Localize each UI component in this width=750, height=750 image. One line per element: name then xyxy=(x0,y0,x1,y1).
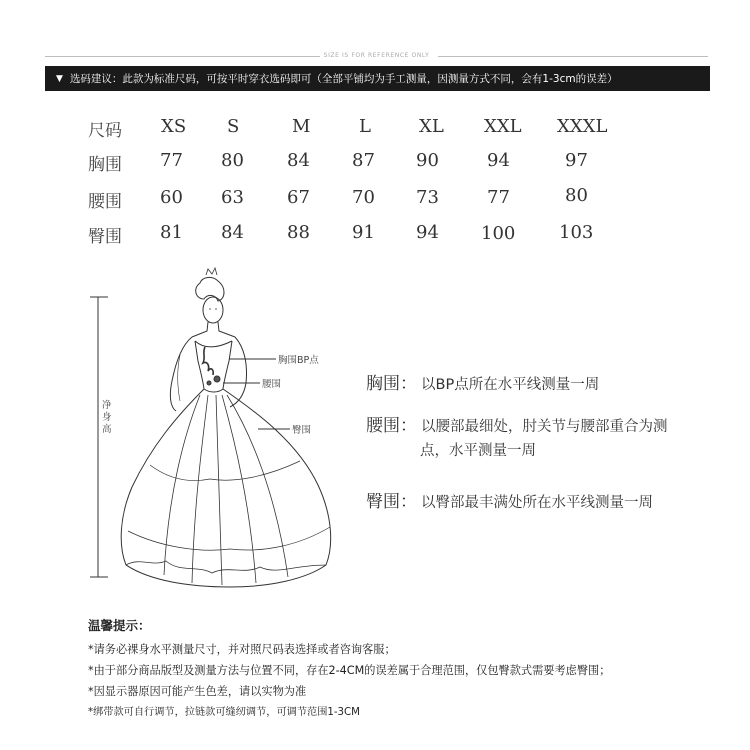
row-label-waist: 腰围 xyxy=(88,192,122,212)
waist-s: 63 xyxy=(221,187,244,208)
tip-item: *绑带款可自行调节，拉链款可缝纫调节，可调节范围1-3CM xyxy=(88,707,360,718)
height-label-char-2: 身 xyxy=(102,412,112,423)
hip-xs: 81 xyxy=(160,222,183,243)
tips-title: 温馨提示： xyxy=(88,618,151,633)
hip-description-text: 以臀部最丰满处所在水平线测量一周 xyxy=(421,495,653,511)
waist-description-label: 腰围： xyxy=(366,416,417,436)
tip-item: *请务必裸身水平测量尺寸，并对照尺码表选择或者咨询客服； xyxy=(88,643,396,656)
bust-m: 84 xyxy=(287,150,310,171)
reference-divider xyxy=(45,52,708,60)
bust-bp-label: 胸围BP点 xyxy=(278,355,319,366)
bust-s: 80 xyxy=(221,150,244,171)
waist-label: 腰围 xyxy=(262,379,282,390)
divider-rule-right xyxy=(438,56,708,57)
size-advice-text: 选码建议：此款为标准尺码，可按平时穿衣选码即可（全部平铺均为手工测量，因测量方式不同，会有1-3cm的误差） xyxy=(69,73,618,85)
hip-description xyxy=(366,490,653,515)
hip-xxl: 100 xyxy=(481,223,516,244)
bust-l: 87 xyxy=(352,150,375,171)
hip-xl: 94 xyxy=(416,222,439,243)
waist-xxxl: 80 xyxy=(565,185,588,206)
size-header-s: S xyxy=(227,116,240,137)
bust-xxl: 94 xyxy=(487,150,510,171)
row-label-hip: 臀围 xyxy=(88,227,122,247)
waist-m: 67 xyxy=(287,187,310,208)
hip-s: 84 xyxy=(221,222,244,243)
reference-note: SIZE IS FOR REFERENCE ONLY xyxy=(323,52,430,59)
size-header-label: 尺码 xyxy=(88,121,122,141)
tips-section xyxy=(88,616,728,723)
waist-xs: 60 xyxy=(160,187,183,208)
size-header-xxl: XXL xyxy=(484,116,522,137)
triangle-down-icon: ▼ xyxy=(56,73,63,84)
waist-description xyxy=(366,414,668,463)
tip-item: *由于部分商品版型及测量方法与位置不同，存在2-4CM的误差属于合理范围，仅包臀款式需要考虑臀围； xyxy=(88,664,611,677)
waist-l: 70 xyxy=(352,187,375,208)
bust-description xyxy=(366,372,599,397)
hip-m: 88 xyxy=(287,222,310,243)
bust-description-text: 以BP点所在水平线测量一周 xyxy=(421,377,600,393)
size-header-xs: XS xyxy=(161,116,187,137)
size-header-xl: XL xyxy=(419,116,444,137)
tip-item: *因显示器原因可能产生色差，请以实物为准 xyxy=(88,685,307,698)
hip-description-label: 臀围： xyxy=(366,492,417,512)
waist-description-line-2: 点，水平测量一周 xyxy=(420,443,536,459)
size-header-m: M xyxy=(292,116,311,137)
waist-description-line-1: 以腰部最细处，肘关节与腰部重合为测 xyxy=(421,419,668,435)
row-label-bust: 胸围 xyxy=(88,155,122,175)
size-header-xxxl: XXXL xyxy=(557,116,608,137)
waist-xl: 73 xyxy=(416,187,439,208)
hip-label: 臀围 xyxy=(292,425,312,436)
gown-sketch-icon xyxy=(80,265,350,595)
size-header-l: L xyxy=(359,116,371,137)
bust-description-label: 胸围： xyxy=(366,374,417,394)
hip-l: 91 xyxy=(352,222,375,243)
bust-xs: 77 xyxy=(160,150,183,171)
gown-measurement-figure xyxy=(80,265,350,595)
bust-xl: 90 xyxy=(416,150,439,171)
height-label-char-1: 净 xyxy=(102,400,112,411)
waist-xxl: 77 xyxy=(487,187,510,208)
hip-xxxl: 103 xyxy=(559,222,594,243)
height-label-char-3: 高 xyxy=(102,424,112,435)
size-advice-banner xyxy=(45,66,710,91)
bust-xxxl: 97 xyxy=(565,150,588,171)
